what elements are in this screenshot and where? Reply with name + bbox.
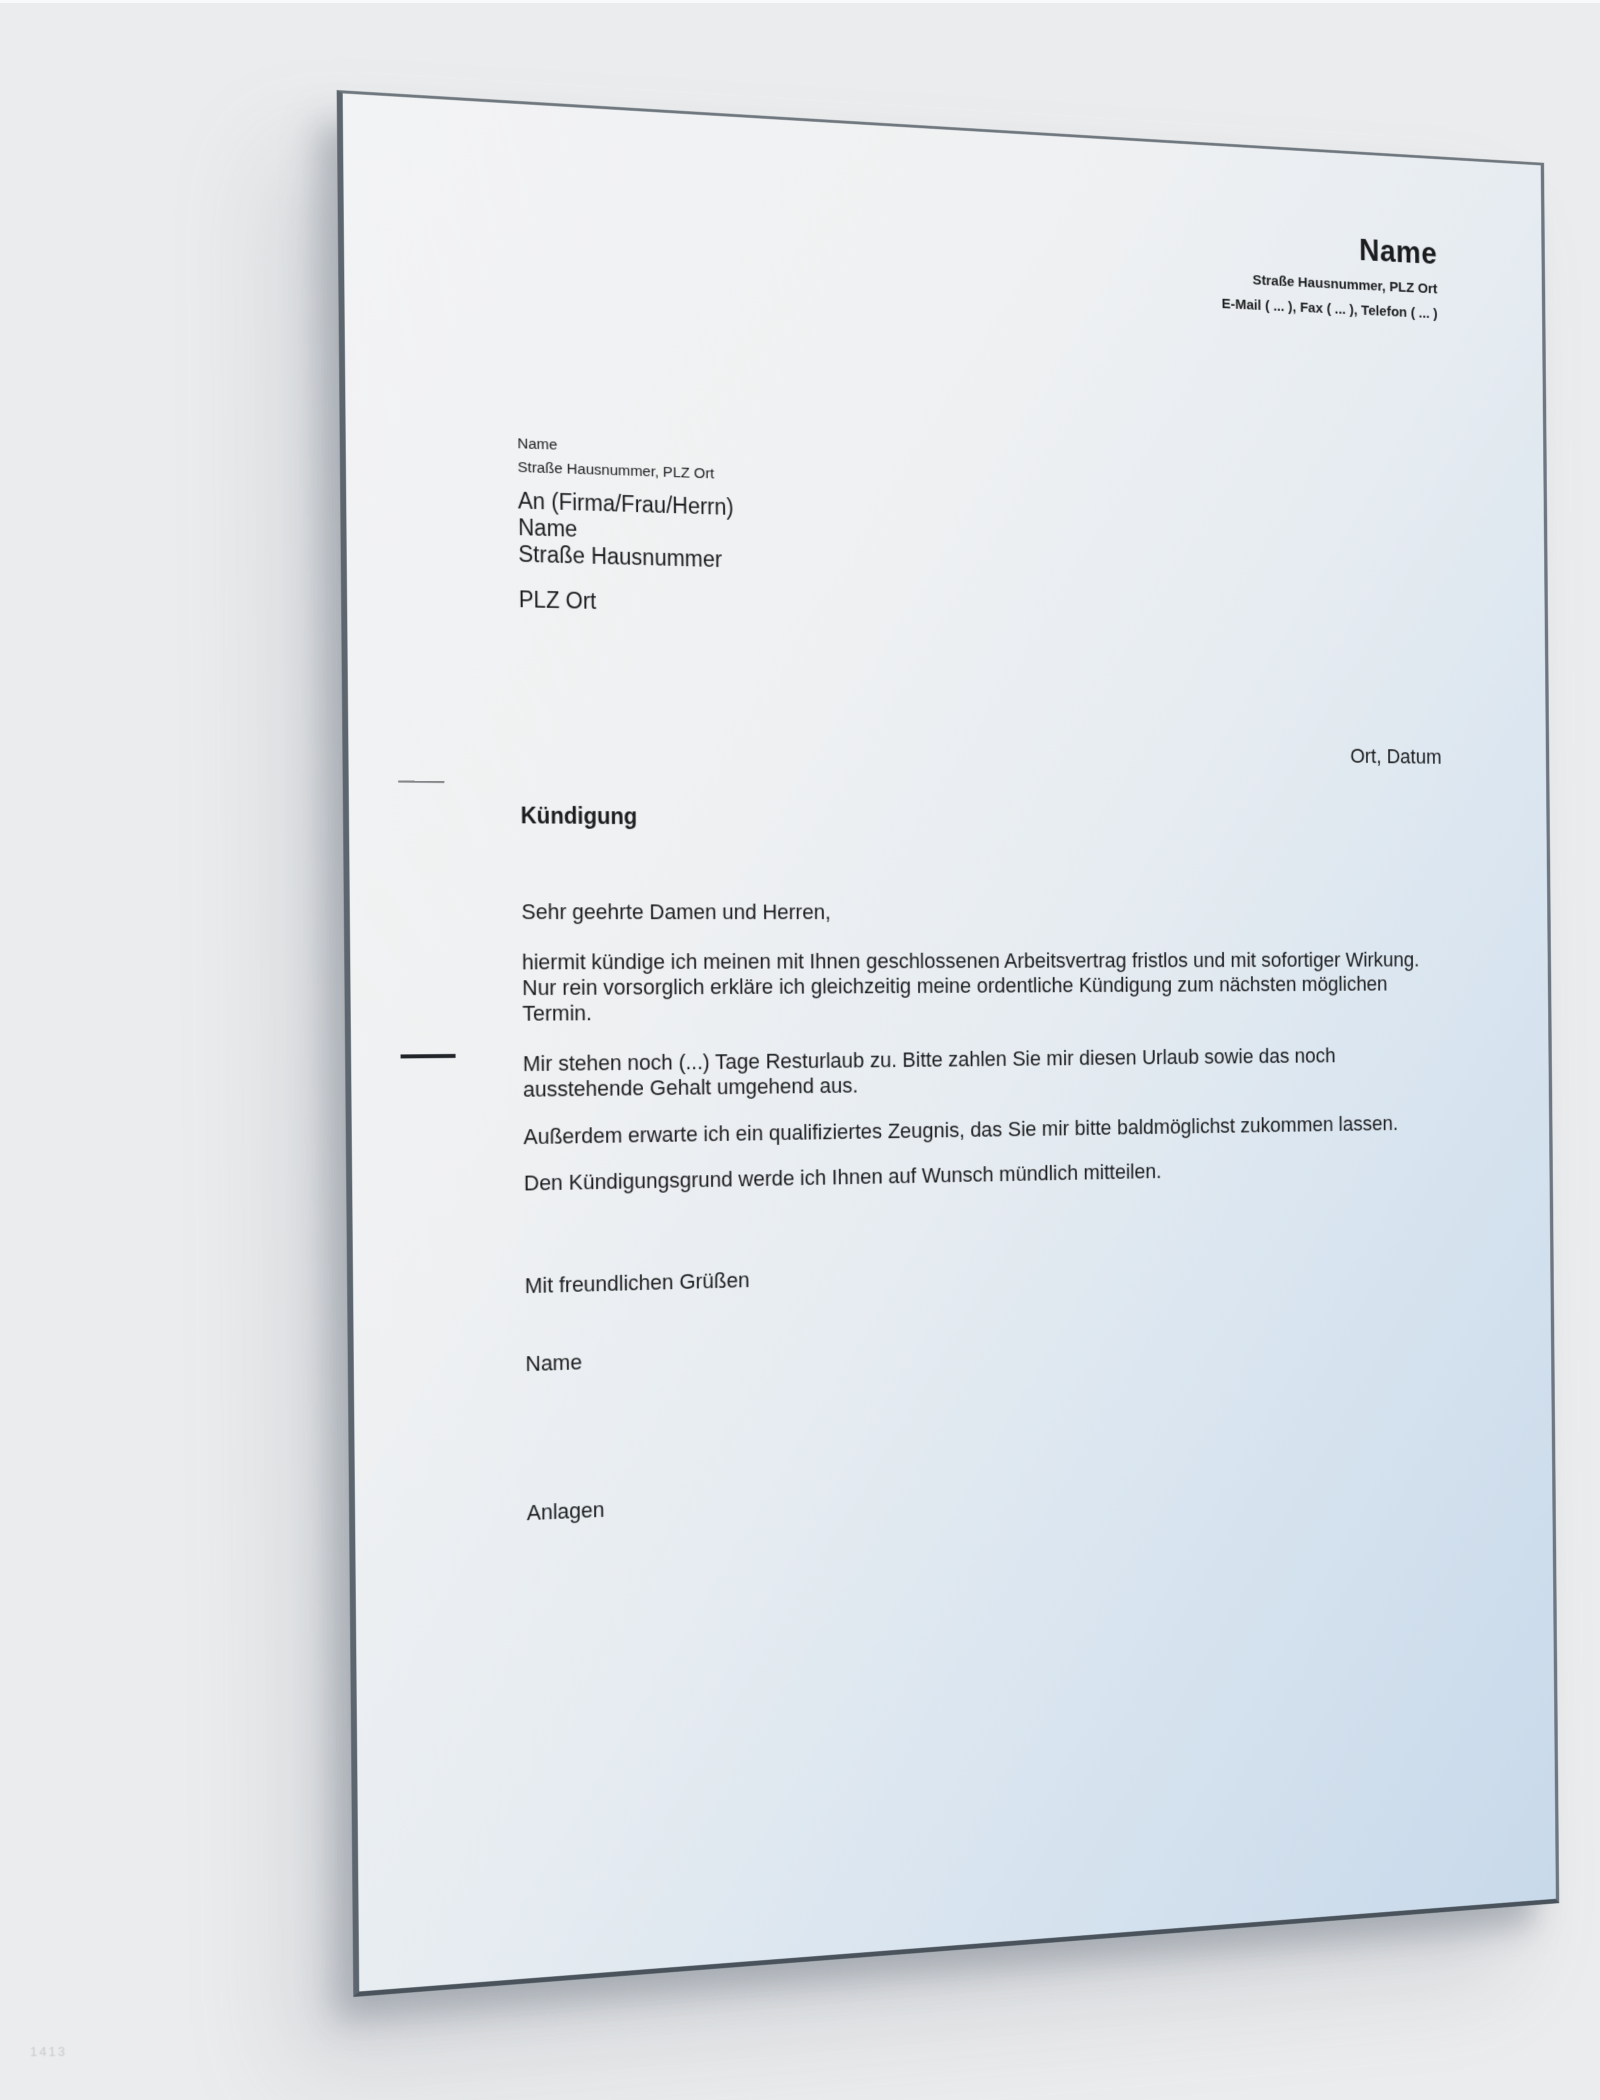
letterhead-address: Straße Hausnummer, PLZ Ort: [1252, 272, 1438, 298]
recipient-intro: An (Firma/Frau/Herrn): [517, 487, 734, 520]
recipient-name: Name: [518, 514, 578, 542]
body-paragraph: Mir stehen noch (...) Tage Resturlaub zu. Bitte zahlen Sie mir diesen Urlaub sowie das noch ausstehende Gehalt umgehend aus.: [522, 1043, 1336, 1102]
page-sheet: [337, 90, 1560, 1997]
recipient-city: PLZ Ort: [518, 586, 597, 614]
fold-mark-top: [398, 781, 444, 783]
corner-watermark: 1413: [30, 2044, 67, 2059]
subject-line: Kündigung: [520, 802, 638, 830]
scan-edge-artifact: [0, 0, 1600, 3]
letterhead-contact: E-Mail ( ... ), Fax ( ... ), Telefon ( ... ): [1221, 295, 1438, 322]
sender-return-line: [517, 432, 714, 485]
date-line: Ort, Datum: [1350, 744, 1442, 769]
recipient-block: [518, 488, 735, 618]
signature-name: Name: [525, 1349, 583, 1377]
recipient-street: Straße Hausnummer: [518, 540, 723, 572]
enclosures-label: Anlagen: [526, 1497, 605, 1526]
sender-address: Straße Hausnummer, PLZ Ort: [517, 458, 715, 482]
body-paragraph: Den Kündigungsgrund werde ich Ihnen auf Wunsch mündlich mitteilen.: [523, 1159, 1162, 1196]
fold-mark-center: [401, 1054, 456, 1059]
letterhead-name: Name: [1359, 232, 1438, 271]
sender-name: Name: [517, 435, 558, 454]
salutation: Sehr geehrte Damen und Herren,: [521, 899, 831, 924]
body-paragraph: hiermit kündige ich meinen mit Ihnen geschlossenen Arbeitsvertrag fristlos und mit sofortiger Wirkung. Nur rein vorsorglich erkläre ich gleichzeitig meine ordentliche Kündigung zum nächsten möglichen Termin.: [521, 947, 1420, 1026]
closing-formula: Mit freundlichen Grüßen: [524, 1267, 750, 1299]
body-paragraph: Außerdem erwarte ich ein qualifiziertes Zeugnis, das Sie mir bitte baldmöglichst zukommen lassen.: [523, 1111, 1399, 1150]
letterhead: [1221, 224, 1438, 327]
